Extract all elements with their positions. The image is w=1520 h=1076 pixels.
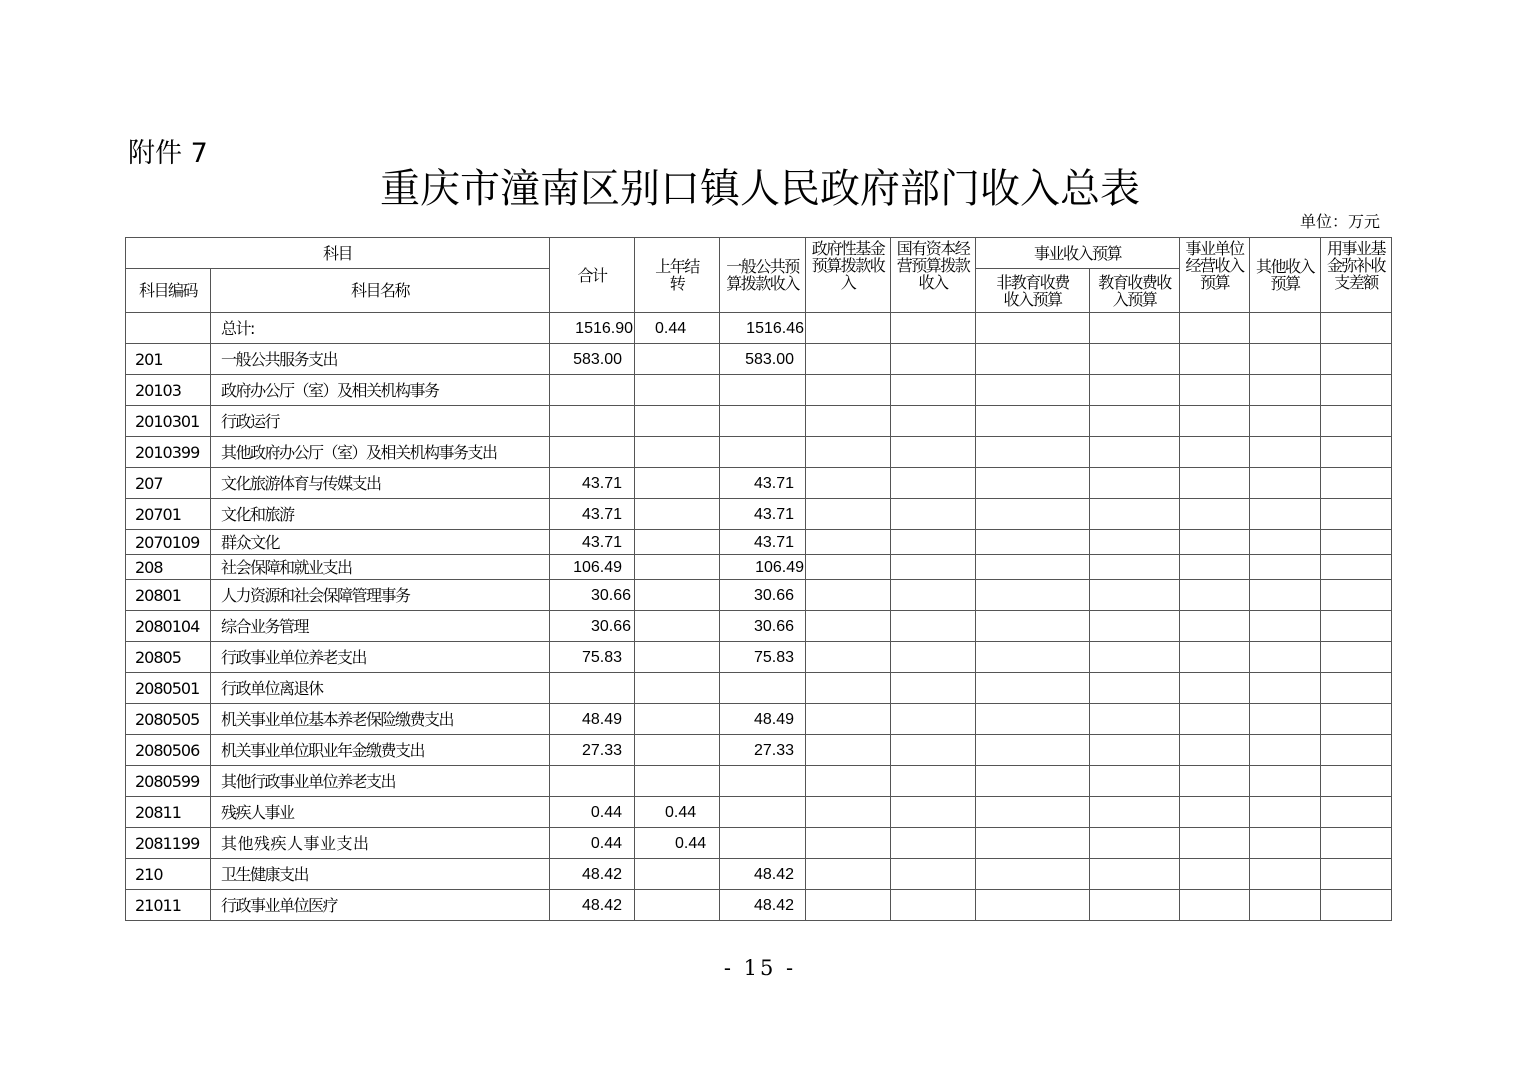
row-empty-cell	[1180, 530, 1250, 555]
row-carryover: 0.44	[635, 797, 720, 828]
table-row	[126, 406, 1392, 437]
row-name: 文化和旅游	[211, 499, 550, 530]
row-empty-cell	[1180, 642, 1250, 673]
row-carryover	[635, 611, 720, 642]
row-empty-cell	[976, 611, 1090, 642]
row-name: 卫生健康支出	[211, 859, 550, 890]
row-empty-cell	[1090, 499, 1180, 530]
row-empty-cell	[976, 673, 1090, 704]
table-row	[126, 766, 1392, 797]
row-total: 30.66	[550, 611, 635, 642]
row-carryover: 0.44	[635, 828, 720, 859]
header-operating-income: 事业单位经营收入预算	[1180, 238, 1250, 313]
row-code: 2010399	[126, 437, 211, 468]
row-general-budget: 48.42	[720, 859, 806, 890]
row-empty-cell	[1180, 375, 1250, 406]
row-carryover	[635, 468, 720, 499]
table-row	[126, 704, 1392, 735]
row-empty-cell	[1180, 828, 1250, 859]
row-empty-cell	[1180, 555, 1250, 580]
row-empty-cell	[891, 797, 976, 828]
row-empty-cell	[1321, 344, 1392, 375]
row-general-budget: 1516.46	[720, 313, 806, 344]
row-name: 一般公共服务支出	[211, 344, 550, 375]
row-total	[550, 673, 635, 704]
row-empty-cell	[891, 611, 976, 642]
row-empty-cell	[891, 704, 976, 735]
row-total: 1516.90	[550, 313, 635, 344]
row-empty-cell	[976, 766, 1090, 797]
row-empty-cell	[806, 344, 891, 375]
row-empty-cell	[1250, 555, 1321, 580]
row-empty-cell	[1180, 673, 1250, 704]
row-empty-cell	[891, 406, 976, 437]
row-carryover	[635, 642, 720, 673]
row-total: 75.83	[550, 642, 635, 673]
row-empty-cell	[1180, 704, 1250, 735]
row-empty-cell	[1321, 797, 1392, 828]
table-row	[126, 344, 1392, 375]
row-general-budget: 43.71	[720, 499, 806, 530]
row-empty-cell	[891, 735, 976, 766]
table-row	[126, 859, 1392, 890]
row-carryover: 0.44	[635, 313, 720, 344]
row-empty-cell	[1250, 344, 1321, 375]
row-code: 20701	[126, 499, 211, 530]
table-row	[126, 735, 1392, 766]
row-general-budget: 30.66	[720, 580, 806, 611]
row-empty-cell	[976, 828, 1090, 859]
row-empty-cell	[1250, 704, 1321, 735]
row-carryover	[635, 704, 720, 735]
row-empty-cell	[1321, 437, 1392, 468]
header-name: 科目名称	[211, 269, 550, 313]
row-general-budget	[720, 406, 806, 437]
row-empty-cell	[1321, 313, 1392, 344]
row-empty-cell	[806, 859, 891, 890]
row-general-budget	[720, 437, 806, 468]
row-empty-cell	[806, 313, 891, 344]
row-empty-cell	[806, 735, 891, 766]
row-empty-cell	[891, 313, 976, 344]
row-general-budget: 75.83	[720, 642, 806, 673]
page-number: - 15 -	[723, 956, 797, 980]
row-total: 106.49	[550, 555, 635, 580]
row-name: 群众文化	[211, 530, 550, 555]
row-code: 210	[126, 859, 211, 890]
row-empty-cell	[976, 468, 1090, 499]
row-empty-cell	[806, 611, 891, 642]
row-empty-cell	[806, 890, 891, 921]
table-row	[126, 437, 1392, 468]
row-total: 583.00	[550, 344, 635, 375]
row-empty-cell	[1090, 673, 1180, 704]
table-row	[126, 468, 1392, 499]
row-empty-cell	[976, 642, 1090, 673]
row-empty-cell	[891, 673, 976, 704]
row-name: 行政事业单位医疗	[211, 890, 550, 921]
row-total: 48.42	[550, 890, 635, 921]
row-empty-cell	[1321, 828, 1392, 859]
row-general-budget: 30.66	[720, 611, 806, 642]
row-empty-cell	[976, 555, 1090, 580]
row-total	[550, 375, 635, 406]
row-empty-cell	[806, 704, 891, 735]
row-empty-cell	[1321, 406, 1392, 437]
row-empty-cell	[1250, 530, 1321, 555]
row-empty-cell	[1321, 766, 1392, 797]
row-general-budget: 43.71	[720, 468, 806, 499]
row-empty-cell	[1250, 611, 1321, 642]
row-general-budget: 43.71	[720, 530, 806, 555]
row-name: 其他政府办公厅（室）及相关机构事务支出	[211, 437, 550, 468]
row-code: 21011	[126, 890, 211, 921]
row-empty-cell	[1090, 797, 1180, 828]
row-empty-cell	[1090, 344, 1180, 375]
row-empty-cell	[1180, 766, 1250, 797]
row-empty-cell	[1090, 468, 1180, 499]
row-empty-cell	[1321, 375, 1392, 406]
row-empty-cell	[891, 375, 976, 406]
row-code: 20805	[126, 642, 211, 673]
row-empty-cell	[1250, 890, 1321, 921]
row-empty-cell	[976, 580, 1090, 611]
row-general-budget	[720, 375, 806, 406]
row-total: 30.66	[550, 580, 635, 611]
row-code: 20801	[126, 580, 211, 611]
row-carryover	[635, 673, 720, 704]
header-education-fee: 教育收费收入预算	[1090, 269, 1180, 313]
row-carryover	[635, 530, 720, 555]
row-empty-cell	[1250, 766, 1321, 797]
row-code: 2010301	[126, 406, 211, 437]
table-row	[126, 375, 1392, 406]
row-empty-cell	[806, 673, 891, 704]
row-empty-cell	[891, 828, 976, 859]
table-row	[126, 580, 1392, 611]
row-empty-cell	[806, 530, 891, 555]
row-code: 2080599	[126, 766, 211, 797]
row-total: 0.44	[550, 828, 635, 859]
row-empty-cell	[1090, 704, 1180, 735]
row-empty-cell	[1090, 828, 1180, 859]
row-empty-cell	[1090, 406, 1180, 437]
header-total: 合计	[550, 238, 635, 313]
row-empty-cell	[806, 766, 891, 797]
row-empty-cell	[1180, 859, 1250, 890]
row-total	[550, 437, 635, 468]
row-empty-cell	[1090, 530, 1180, 555]
row-carryover	[635, 499, 720, 530]
row-empty-cell	[1250, 859, 1321, 890]
row-empty-cell	[1090, 890, 1180, 921]
row-code: 2081199	[126, 828, 211, 859]
row-empty-cell	[806, 468, 891, 499]
row-empty-cell	[1090, 642, 1180, 673]
row-code: 20811	[126, 797, 211, 828]
table-row	[126, 313, 1392, 344]
row-code	[126, 313, 211, 344]
row-empty-cell	[806, 828, 891, 859]
row-empty-cell	[976, 797, 1090, 828]
row-empty-cell	[806, 375, 891, 406]
row-code: 2080104	[126, 611, 211, 642]
row-empty-cell	[1180, 468, 1250, 499]
row-name: 机关事业单位职业年金缴费支出	[211, 735, 550, 766]
row-empty-cell	[976, 859, 1090, 890]
row-empty-cell	[1250, 642, 1321, 673]
row-empty-cell	[976, 704, 1090, 735]
table-row	[126, 611, 1392, 642]
row-code: 2080506	[126, 735, 211, 766]
row-carryover	[635, 437, 720, 468]
row-empty-cell	[1090, 313, 1180, 344]
row-empty-cell	[891, 530, 976, 555]
row-empty-cell	[1321, 859, 1392, 890]
row-name: 总计:	[211, 313, 550, 344]
row-empty-cell	[1250, 828, 1321, 859]
row-carryover	[635, 766, 720, 797]
row-general-budget	[720, 673, 806, 704]
row-empty-cell	[1090, 375, 1180, 406]
row-empty-cell	[891, 499, 976, 530]
row-total: 43.71	[550, 499, 635, 530]
row-name: 社会保障和就业支出	[211, 555, 550, 580]
row-total	[550, 766, 635, 797]
row-empty-cell	[1321, 530, 1392, 555]
row-total: 43.71	[550, 530, 635, 555]
row-name: 综合业务管理	[211, 611, 550, 642]
row-code: 2080501	[126, 673, 211, 704]
row-carryover	[635, 735, 720, 766]
row-empty-cell	[1090, 580, 1180, 611]
row-empty-cell	[976, 735, 1090, 766]
table-row	[126, 530, 1392, 555]
row-empty-cell	[1180, 437, 1250, 468]
row-empty-cell	[976, 890, 1090, 921]
row-empty-cell	[1090, 766, 1180, 797]
row-total: 48.49	[550, 704, 635, 735]
row-general-budget	[720, 828, 806, 859]
row-empty-cell	[891, 437, 976, 468]
row-name: 人力资源和社会保障管理事务	[211, 580, 550, 611]
row-empty-cell	[1321, 735, 1392, 766]
row-code: 2080505	[126, 704, 211, 735]
table-row	[126, 642, 1392, 673]
row-empty-cell	[806, 499, 891, 530]
header-code: 科目编码	[126, 269, 211, 313]
row-empty-cell	[1180, 406, 1250, 437]
row-empty-cell	[1250, 437, 1321, 468]
header-subject: 科目	[126, 238, 550, 269]
row-empty-cell	[1090, 859, 1180, 890]
row-code: 20103	[126, 375, 211, 406]
table-row	[126, 797, 1392, 828]
header-state-capital: 国有资本经营预算拨款收入	[891, 238, 976, 313]
row-carryover	[635, 555, 720, 580]
row-empty-cell	[1250, 313, 1321, 344]
row-general-budget: 583.00	[720, 344, 806, 375]
row-name: 文化旅游体育与传媒支出	[211, 468, 550, 499]
income-summary-table	[125, 237, 1392, 921]
row-name: 行政运行	[211, 406, 550, 437]
row-empty-cell	[1250, 406, 1321, 437]
row-carryover	[635, 890, 720, 921]
row-code: 201	[126, 344, 211, 375]
page-title: 重庆市潼南区别口镇人民政府部门收入总表	[380, 166, 1140, 212]
row-empty-cell	[976, 406, 1090, 437]
row-empty-cell	[1321, 611, 1392, 642]
row-name: 行政事业单位养老支出	[211, 642, 550, 673]
row-empty-cell	[1321, 642, 1392, 673]
row-empty-cell	[1321, 580, 1392, 611]
row-empty-cell	[1250, 468, 1321, 499]
row-name: 行政单位离退休	[211, 673, 550, 704]
row-general-budget	[720, 766, 806, 797]
row-empty-cell	[1321, 499, 1392, 530]
row-empty-cell	[891, 555, 976, 580]
row-empty-cell	[806, 406, 891, 437]
row-empty-cell	[1180, 499, 1250, 530]
row-empty-cell	[976, 437, 1090, 468]
row-empty-cell	[891, 344, 976, 375]
row-carryover	[635, 406, 720, 437]
row-empty-cell	[1250, 673, 1321, 704]
row-empty-cell	[1321, 555, 1392, 580]
row-empty-cell	[806, 580, 891, 611]
row-empty-cell	[891, 859, 976, 890]
row-empty-cell	[891, 890, 976, 921]
unit-label: 单位：万元	[1299, 212, 1380, 231]
row-empty-cell	[1321, 468, 1392, 499]
row-empty-cell	[806, 437, 891, 468]
row-empty-cell	[1250, 375, 1321, 406]
row-empty-cell	[1180, 611, 1250, 642]
row-empty-cell	[806, 642, 891, 673]
row-empty-cell	[976, 313, 1090, 344]
row-general-budget: 106.49	[720, 555, 806, 580]
row-empty-cell	[1090, 555, 1180, 580]
row-carryover	[635, 375, 720, 406]
row-empty-cell	[976, 499, 1090, 530]
row-name: 其他行政事业单位养老支出	[211, 766, 550, 797]
row-empty-cell	[976, 344, 1090, 375]
row-empty-cell	[891, 468, 976, 499]
row-empty-cell	[1250, 499, 1321, 530]
header-business-income: 事业收入预算	[976, 238, 1180, 269]
row-empty-cell	[1180, 313, 1250, 344]
table-row	[126, 890, 1392, 921]
row-empty-cell	[1321, 704, 1392, 735]
row-total: 48.42	[550, 859, 635, 890]
row-code: 207	[126, 468, 211, 499]
header-other-income: 其他收入预算	[1250, 238, 1321, 313]
row-carryover	[635, 859, 720, 890]
row-empty-cell	[1090, 437, 1180, 468]
row-empty-cell	[976, 375, 1090, 406]
row-general-budget: 48.42	[720, 890, 806, 921]
row-empty-cell	[1180, 797, 1250, 828]
row-empty-cell	[1090, 611, 1180, 642]
row-code: 2070109	[126, 530, 211, 555]
row-empty-cell	[1180, 580, 1250, 611]
row-name: 政府办公厅（室）及相关机构事务	[211, 375, 550, 406]
row-empty-cell	[1180, 344, 1250, 375]
header-non-education-fee: 非教育收费收入预算	[976, 269, 1090, 313]
row-empty-cell	[1180, 890, 1250, 921]
row-general-budget	[720, 797, 806, 828]
table-row	[126, 499, 1392, 530]
row-empty-cell	[891, 766, 976, 797]
row-total: 43.71	[550, 468, 635, 499]
row-total	[550, 406, 635, 437]
table-row	[126, 673, 1392, 704]
row-empty-cell	[1250, 580, 1321, 611]
row-empty-cell	[1180, 735, 1250, 766]
row-empty-cell	[1250, 735, 1321, 766]
row-code: 208	[126, 555, 211, 580]
row-empty-cell	[806, 797, 891, 828]
row-empty-cell	[891, 642, 976, 673]
row-empty-cell	[1321, 890, 1392, 921]
row-carryover	[635, 580, 720, 611]
row-total: 0.44	[550, 797, 635, 828]
header-general-budget: 一般公共预算拨款收入	[720, 238, 806, 313]
attachment-label: 附件 7	[128, 138, 208, 169]
row-empty-cell	[806, 555, 891, 580]
row-carryover	[635, 344, 720, 375]
row-empty-cell	[1321, 673, 1392, 704]
row-general-budget: 48.49	[720, 704, 806, 735]
row-empty-cell	[1250, 797, 1321, 828]
row-total: 27.33	[550, 735, 635, 766]
header-gov-fund: 政府性基金预算拨款收入	[806, 238, 891, 313]
row-empty-cell	[891, 580, 976, 611]
row-name: 其他残疾人事业支出	[211, 828, 550, 859]
table-row	[126, 555, 1392, 580]
table-row	[126, 828, 1392, 859]
row-general-budget: 27.33	[720, 735, 806, 766]
header-carryover: 上年结转	[635, 238, 720, 313]
row-name: 机关事业单位基本养老保险缴费支出	[211, 704, 550, 735]
header-fund-supplement: 用事业基金弥补收支差额	[1321, 238, 1392, 313]
row-name: 残疾人事业	[211, 797, 550, 828]
row-empty-cell	[976, 530, 1090, 555]
row-empty-cell	[1090, 735, 1180, 766]
